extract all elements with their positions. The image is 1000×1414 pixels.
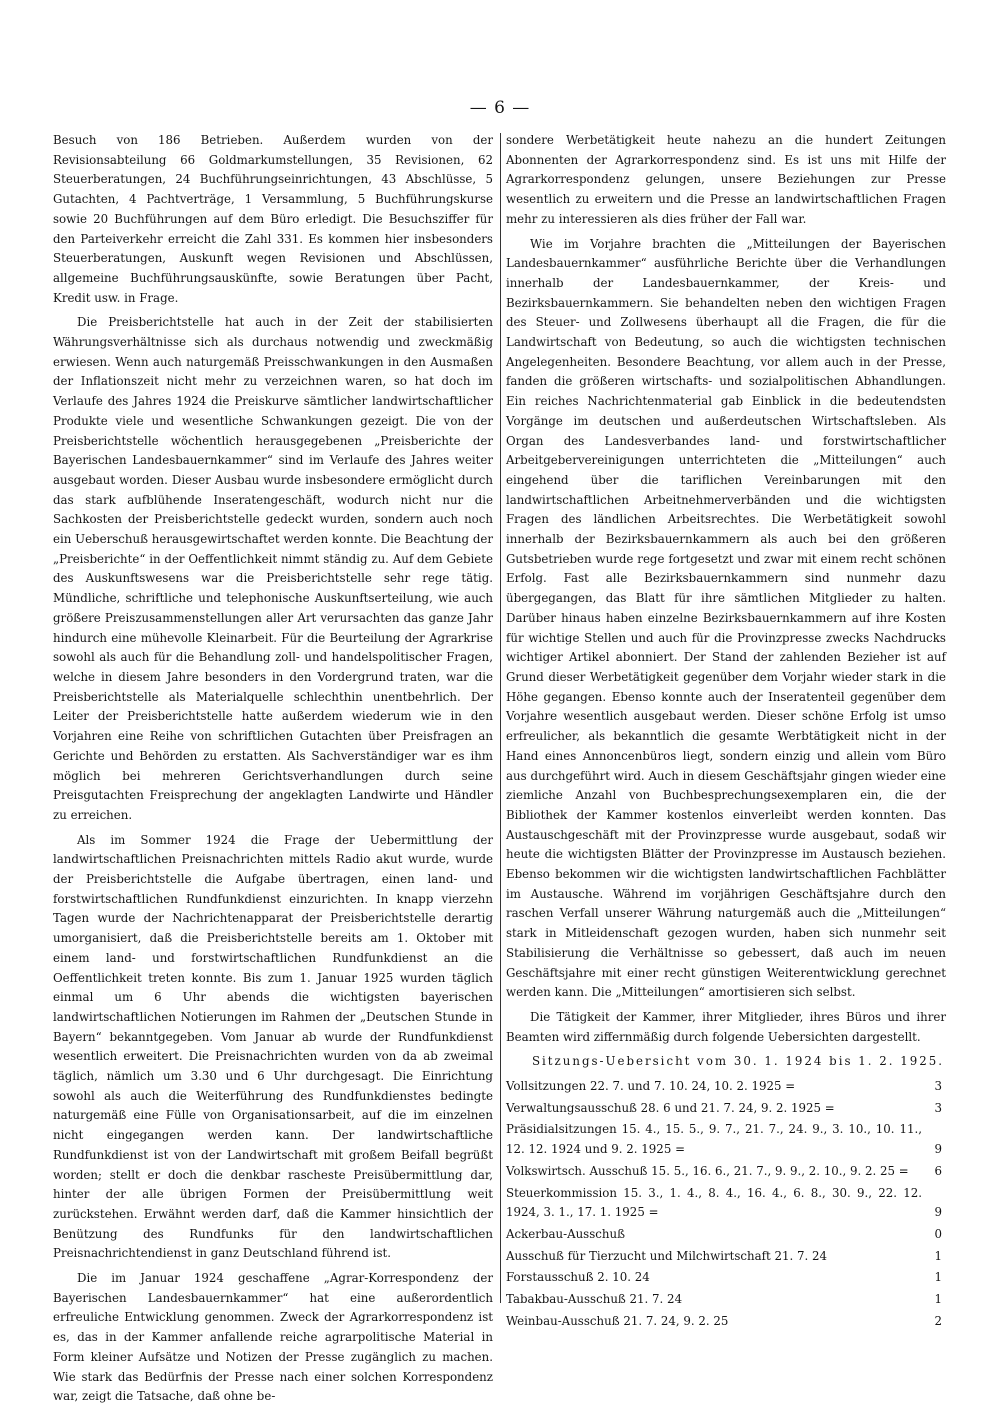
table-row	[506, 1162, 946, 1184]
paragraph: Als im Sommer 1924 die Frage der Uebermittlung der landwirtschaftlichen Preisnachrichten mittels Radio akut wurde, wurde der Preisberichtstelle die Aufgabe übertragen, einen land- und forstwirtschaftlichen Rundfunkdienst einzurichten. In knapp vierzehn Tagen wurde der Nachrichtenapparat der Preisberichtstelle derartig umorganisiert, daß die Preisberichtstelle bereits am 1. Oktober mit einem land- und forstwirtschaftlichen Rundfunkdienst an die Oeffentlichkeit treten konnte. Bis zum 1. Januar 1925 wurden täglich einmal um 6 Uhr abends die wichtigsten bayerischen landwirtschaftlichen Notierungen im Rahmen der „Deutschen Stunde in Bayern“ bekanntgegeben. Vom Januar ab wurde der Rundfunkdienst wesentlich erweitert. Die Preisnachrichten wurden von da ab zweimal täglich, nämlich um 3.30 und 6 Uhr durchgesagt. Die Einrichtung sowohl als auch die Weiterführung des Rundfunkdienstes bedingte naturgemäß eine Fülle von Organisationsarbeit, auf die im einzelnen nicht eingegangen werden kann. Der landwirtschaftliche Rundfunkdienst ist von der Landwirtschaft mit großem Beifall begrüßt worden; stellt er doch die denkbar rascheste Preisübermittlung dar, hinter der alle übrigen Formen der Preisübermittlung weit zurückstehen. Erwähnt werden darf, daß die Kammer hinsichtlich der Benützung des Rundfunks für den landwirtschaftlichen Preisnachrichtendienst in ganz Deutschland führend ist.	[53, 832, 493, 1261]
table-row	[506, 1247, 946, 1269]
session-label: Verwaltungsausschuß 28. 6 und 21. 7. 24, 9. 2. 1925 =	[506, 1100, 835, 1115]
page-number: — 6 —	[469, 98, 531, 118]
session-count: 9	[934, 1142, 942, 1157]
session-count: 1	[934, 1270, 942, 1285]
sessions-title: Sitzungs-Uebersicht vom 30. 1. 1924 bis 1. 2. 1925.	[531, 1054, 945, 1069]
paragraph: Die Tätigkeit der Kammer, ihrer Mitglieder, ihres Büros und ihrer Beamten wird ziffernmäßig durch folgende Uebersichten dargestellt.	[506, 1009, 946, 1044]
paragraph: sondere Werbetätigkeit heute nahezu an die hundert Zeitungen Abonnenten der Agrarkorrespondenz sind. Es ist uns mit Hilfe der Agrarkorrespondenz gelungen, unsere Beziehungen zur Presse wesentlich zu erweitern und die Presse an landwirtschaftlichen Fragen mehr zu interessieren als dies früher der Fall war.	[506, 133, 946, 226]
session-count: 3	[934, 1100, 942, 1115]
session-label: Weinbau-Ausschuß 21. 7. 24, 9. 2. 25	[506, 1313, 729, 1328]
session-count: 6	[934, 1163, 942, 1178]
session-label: Vollsitzungen 22. 7. und 7. 10. 24, 10. 2. 1925 =	[506, 1079, 796, 1094]
session-count: 9	[934, 1205, 942, 1220]
session-label: Forstausschuß 2. 10. 24	[506, 1270, 650, 1285]
paragraph: Die im Januar 1924 geschaffene „Agrar-Korrespondenz der Bayerischen Landesbauernkammer“ hat eine außerordentlich erfreuliche Entwicklung genommen. Zweck der Agrarkorrespondenz ist es, das in der Kammer anfallende reiche agrarpolitische Material in Form kleiner Aufsätze und Notizen der Presse zugänglich zu machen. Wie stark das Bedürfnis der Presse nach einer solchen Korrespondenz war, zeigt die Tatsache, daß ohne be-	[53, 1271, 493, 1404]
session-count: 1	[934, 1292, 942, 1307]
right-column	[506, 131, 946, 1333]
paragraph: Wie im Vorjahre brachten die „Mitteilungen der Bayerischen Landesbauernkammer“ ausführliche Berichte über die Verhandlungen innerhalb der Landesbauernkammer, der Kreis- und Bezirksbauernkammern. Sie behandelten neben den wichtigen Fragen des Steuer- und Zollwesens überhaupt all die Fragen, die für die Landwirtschaft von Bedeutung, so auch die wichtigsten technischen Angelegenheiten. Besondere Beachtung, vor allem auch in der Presse, fanden die größeren wirtschafts- und sozialpolitischen Abhandlungen. Ein reiches Nachrichtenmaterial gab Einblick in die bedeutendsten Vorgänge im deutschen und außerdeutschen Wirtschaftsleben. Als Organ des Landesverbandes land- und forstwirtschaftlicher Arbeitgebervereinigungen unterrichteten die „Mitteilungen“ auch eingehend über die tariflichen Vereinbarungen mit den landwirtschaftlichen Arbeitnehmerverbänden und die wichtigsten Fragen des ländlichen Arbeitsrechtes. Die Werbetätigkeit sowohl innerhalb der Bezirksbauernkammern als auch bei den größeren Gutsbetrieben wurde rege fortgesetzt und zwar mit einem recht schönen Erfolg. Fast alle Bezirksbauernkammern sind nunmehr dazu übergegangen, das Blatt für ihre sämtlichen Mitglieder zu halten. Darüber hinaus haben einzelne Bezirksbauernkammern auf ihre Kosten für wichtige Stellen und auch für die Provinzpresse zwecks Nachdrucks wichtiger Artikel abonniert. Der Stand der zahlenden Bezieher ist auf Grund dieser Werbetätigkeit gegenüber dem Vorjahr wieder stark in die Höhe gegangen. Ebenso konnte auch der Inseratenteil gegenüber dem Vorjahre wesentlich ausgebaut werden. Dieser schöne Erfolg ist umso erfreulicher, als bekanntlich die gesamte Werbtätigkeit nicht in der Hand eines Annoncenbüros liegt, sondern einzig und allein vom Büro aus durchgeführt wird. Auch in diesem Geschäftsjahr gingen wieder eine ziemliche Anzahl von Buchbesprechungsexemplaren ein, die der Bibliothek der Kammer kostenlos einverleibt werden konnten. Das Austauschgeschäft mit der Provinzpresse wurde ausgebaut, sodaß wir heute die wichtigsten Blätter der Provinzpresse im Austausch beziehen. Ebenso bekommen wir die wichtigsten landwirtschaftlichen Fachblätter im Austausche. Während im vorjährigen Geschäftsjahre durch den raschen Verfall unserer Währung naturgemäß auch die „Mitteilungen“ stark in Mitleidenschaft gezogen wurden, haben sich nunmehr seit Stabilisierung die Verhältnisse so gebessert, daß auch im neuen Geschäftsjahre mit einer recht günstigen Weiterentwicklung gerechnet werden kann. Die „Mitteilungen“ amortisieren sich selbst.	[506, 236, 946, 1000]
table-row	[506, 1184, 946, 1225]
table-row	[506, 1312, 946, 1334]
column-divider	[500, 133, 501, 1303]
session-label: Tabakbau-Ausschuß 21. 7. 24	[506, 1292, 683, 1307]
table-row	[506, 1120, 946, 1161]
table-row	[506, 1290, 946, 1312]
left-column	[53, 131, 493, 1412]
session-label: Steuerkommission 15. 3., 1. 4., 8. 4., 16. 4., 6. 8., 30. 9., 22. 12. 1924, 3. 1., 17. 1. 1925 =	[506, 1185, 922, 1220]
paragraph: Die Preisberichtstelle hat auch in der Zeit der stabilisierten Währungsverhältnisse sich als durchaus notwendig und zweckmäßig erwiesen. Wenn auch naturgemäß Preisschwankungen in den Ausmaßen der Inflationszeit nicht mehr zu verzeichnen waren, so hat doch im Verlaufe des Jahres 1924 die Preiskurve sämtlicher landwirtschaftlicher Produkte viele und wesentliche Schwankungen gezeigt. Die von der Preisberichtstelle wöchentlich herausgegebenen „Preisberichte der Bayerischen Landesbauernkammer“ sind im Verlaufe des Jahres weiter ausgebaut worden. Dieser Ausbau wurde insbesondere ermöglicht durch das stark aufblühende Inseratengeschäft, wodurch nicht nur die Sachkosten der Preisberichtstelle gedeckt wurden, sondern auch noch ein Ueberschuß herausgewirtschaftet werden konnte. Die Beachtung der „Preisberichte“ in der Oeffentlichkeit nimmt ständig zu. Auf dem Gebiete des Auskunftswesens war die Preisberichtstelle sehr rege tätig. Mündliche, schriftliche und telephonische Auskunftserteilung, wie auch größere Preiszusammenstellungen aller Art verursachten das ganze Jahr hindurch eine mühevolle Kleinarbeit. Für die Beurteilung der Agrarkrise sowohl als auch für die Behandlung zoll- und handelspolitischer Fragen, welche in diesem Jahre besonders in den Vordergrund traten, war die Preisberichtstelle als Materialquelle schlechthin unentbehrlich. Der Leiter der Preisberichtstelle hatte außerdem wiederum wie in den Vorjahren eine Reihe von schriftlichen Gutachten über Preisfragen an Gerichte und Behörden zu erstatten. Als Sachverständiger war es ihm möglich bei mehreren Gerichtsverhandlungen durch seine Preisgutachten Freisprechung der angeklagten Landwirte und Händler zu erreichen.	[53, 315, 493, 822]
session-label: Ausschuß für Tierzucht und Milchwirtschaft 21. 7. 24	[506, 1248, 828, 1263]
table-row	[506, 1268, 946, 1290]
session-count: 1	[934, 1248, 942, 1263]
table-row	[506, 1099, 946, 1121]
table-row	[506, 1225, 946, 1247]
session-label: Ackerbau-Ausschuß	[506, 1226, 625, 1241]
session-count: 3	[934, 1079, 942, 1094]
session-count: 2	[934, 1313, 942, 1328]
session-label: Präsidialsitzungen 15. 4., 15. 5., 9. 7., 21. 7., 24. 9., 3. 10., 10. 11., 12. 12. 1924 und 9. 2. 1925 =	[506, 1122, 922, 1157]
table-row	[506, 1077, 946, 1099]
sessions-table	[506, 1077, 946, 1333]
session-count: 0	[934, 1226, 942, 1241]
paragraph: Besuch von 186 Betrieben. Außerdem wurden von der Revisionsabteilung 66 Goldmarkumstellungen, 35 Revisionen, 62 Steuerberatungen, 24 Buchführungseinrichtungen, 43 Abschlüsse, 5 Gutachten, 4 Pachtverträge, 1 Versammlung, 5 Buchführungskurse sowie 20 Buchführungen auf dem Büro erledigt. Die Besuchsziffer für den Parteiverkehr erreicht die Zahl 331. Es kommen hier insbesonders Steuerberatungen, Auskunft wegen Revisionen und Abschlüssen, allgemeine Buchführungsauskünfte, sowie Beratungen über Pacht, Kredit usw. in Frage.	[53, 133, 493, 305]
session-label: Volkswirtsch. Ausschuß 15. 5., 16. 6., 21. 7., 9. 9., 2. 10., 9. 2. 25 =	[506, 1163, 909, 1178]
